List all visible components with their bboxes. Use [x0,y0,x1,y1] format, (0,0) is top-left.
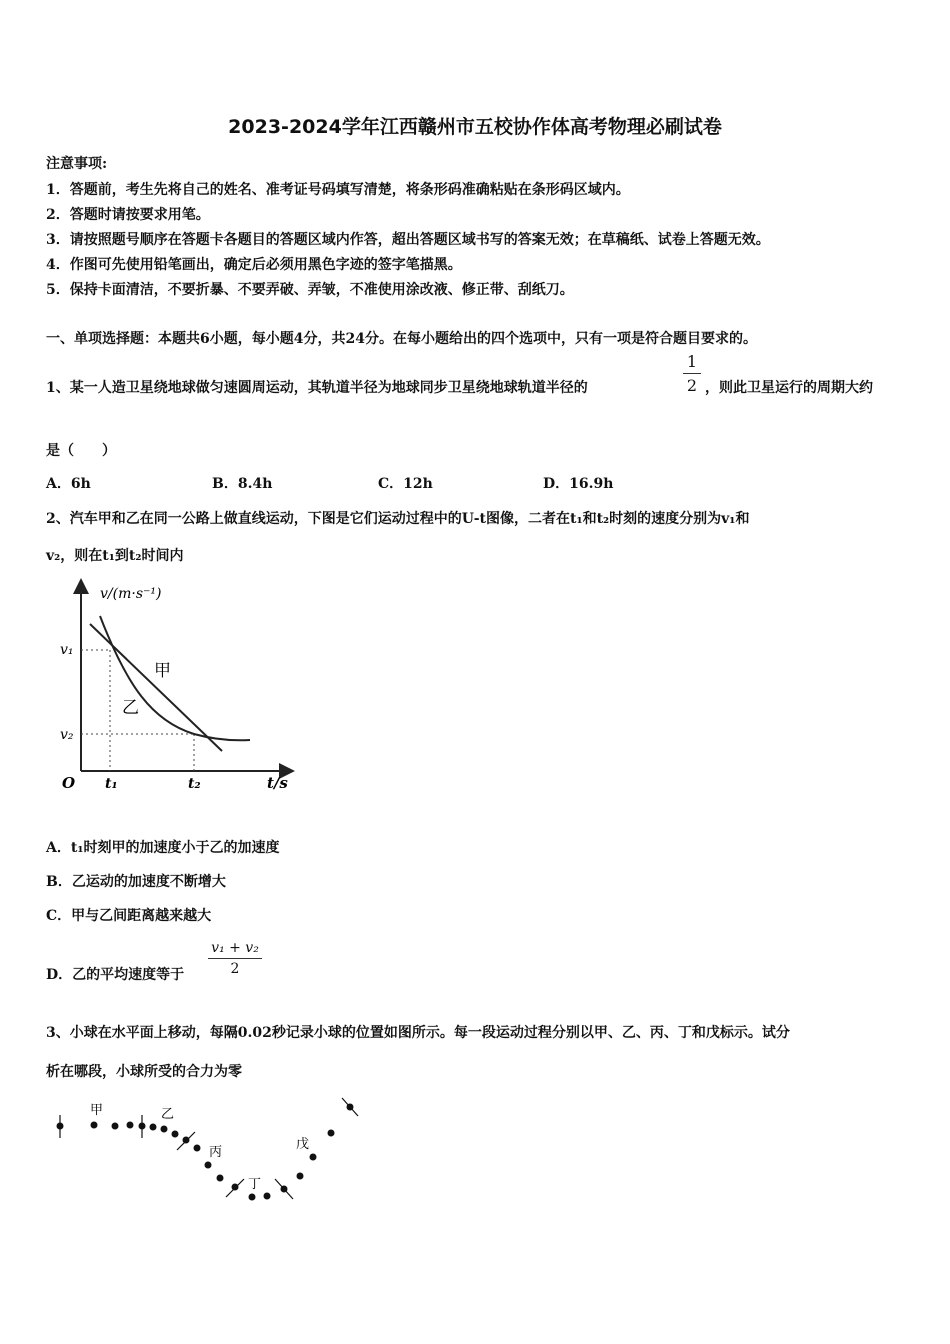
q2-option-c[interactable]: C．甲与乙间距离越来越大 [46,908,212,924]
q1-text-line2: 是（ ） [46,443,116,459]
q2-text-line1: 2、汽车甲和乙在同一公路上做直线运动，下图是它们运动过程中的U-t图像，二者在t₁和t₂时刻的速度分别为v₁和 [46,511,750,527]
q2-d-fraction [208,940,262,977]
ball-position [205,1162,212,1169]
segment-divider [342,1098,358,1116]
v2-label: v₂ [60,727,74,743]
notes-heading: 注意事项: [46,156,108,172]
segment-divider [177,1132,195,1150]
ball-position [150,1124,157,1131]
q1-option-d[interactable]: D．16.9h [543,476,614,492]
t1-label: t₁ [105,776,118,792]
ball-position [161,1126,168,1133]
segment-label-jia: 甲 [90,1103,104,1118]
segment-label-ding: 丁 [248,1177,262,1192]
yi-label: 乙 [122,698,139,718]
ball-position [127,1122,134,1129]
jia-label: 甲 [154,661,171,681]
q2-d-frac-den: 2 [230,961,240,977]
ball-position [297,1173,304,1180]
x-axis-label: t/s [267,774,288,792]
ball-position [310,1154,317,1161]
q2-option-d[interactable]: D．乙的平均速度等于 [46,967,185,983]
q1-option-c[interactable]: C．12h [378,476,433,492]
q1-text-part1: 1、某一人造卫星绕地球做匀速圆周运动，其轨道半径为地球同步卫星绕地球轨道半径的 [46,380,588,396]
q2-option-a[interactable]: A．t₁时刻甲的加速度小于乙的加速度 [46,840,280,856]
ball-trajectory-figure [45,1090,375,1215]
v1-label: v₁ [60,642,74,658]
segment-label-wu: 戊 [296,1137,310,1152]
q1-fraction [683,352,701,395]
q1-frac-num: 1 [686,352,698,371]
note-item: 4．作图可先使用铅笔画出，确定后必须用黑色字迹的签字笔描黑。 [46,257,462,273]
q1-option-b[interactable]: B．8.4h [212,476,273,492]
ball-position [91,1122,98,1129]
segment-divider [275,1179,293,1199]
note-item: 1．答题前，考生先将自己的姓名、准考证号码填写清楚，将条形码准确粘贴在条形码区域内。 [46,182,630,198]
q1-option-a[interactable]: A．6h [46,476,91,492]
note-item: 2．答题时请按要求用笔。 [46,207,210,223]
segment-label-yi: 乙 [161,1107,175,1122]
ball-position [217,1175,224,1182]
q1-text-part2: ，则此卫星运行的周期大约 [705,380,873,396]
page-title: 2023-2024学年江西赣州市五校协作体高考物理必刷试卷 [228,116,722,138]
segment-label-bing: 丙 [209,1145,223,1160]
q1-frac-den: 2 [686,376,698,395]
origin-label: O [62,774,76,792]
ball-position [264,1193,271,1200]
q3-text-line1: 3、小球在水平面上移动，每隔0.02秒记录小球的位置如图所示。每一段运动过程分别以甲、乙、丙、丁和戊标示。试分 [46,1025,790,1041]
note-item: 5．保持卡面清洁，不要折暴、不要弄破、弄皱，不准使用涂改液、修正带、刮纸刀。 [46,282,574,298]
segment-divider [226,1179,244,1197]
ball-position [194,1145,201,1152]
ball-position [232,1184,239,1191]
yi-curve [100,616,250,740]
y-axis-label: v/(m·s⁻¹) [100,586,162,602]
section-heading: 一、单项选择题：本题共6小题，每小题4分，共24分。在每小题给出的四个选项中，只有一项是符合题目要求的。 [46,331,757,347]
t2-label: t₂ [188,776,201,792]
q2-option-b[interactable]: B．乙运动的加速度不断增大 [46,874,226,890]
q2-text-line2: v₂，则在t₁到t₂时间内 [46,548,184,564]
ball-position [249,1194,256,1201]
vt-graph [52,576,302,796]
ball-position [172,1131,179,1138]
ball-position [183,1137,190,1144]
ball-position [112,1123,119,1130]
note-item: 3．请按照题号顺序在答题卡各题目的答题区域内作答，超出答题区域书写的答案无效；在草稿纸、试卷上答题无效。 [46,232,770,248]
q2-d-frac-num: v₁ + v₂ [211,940,259,956]
q3-text-line2: 析在哪段，小球所受的合力为零 [46,1064,242,1080]
ball-position [328,1130,335,1137]
